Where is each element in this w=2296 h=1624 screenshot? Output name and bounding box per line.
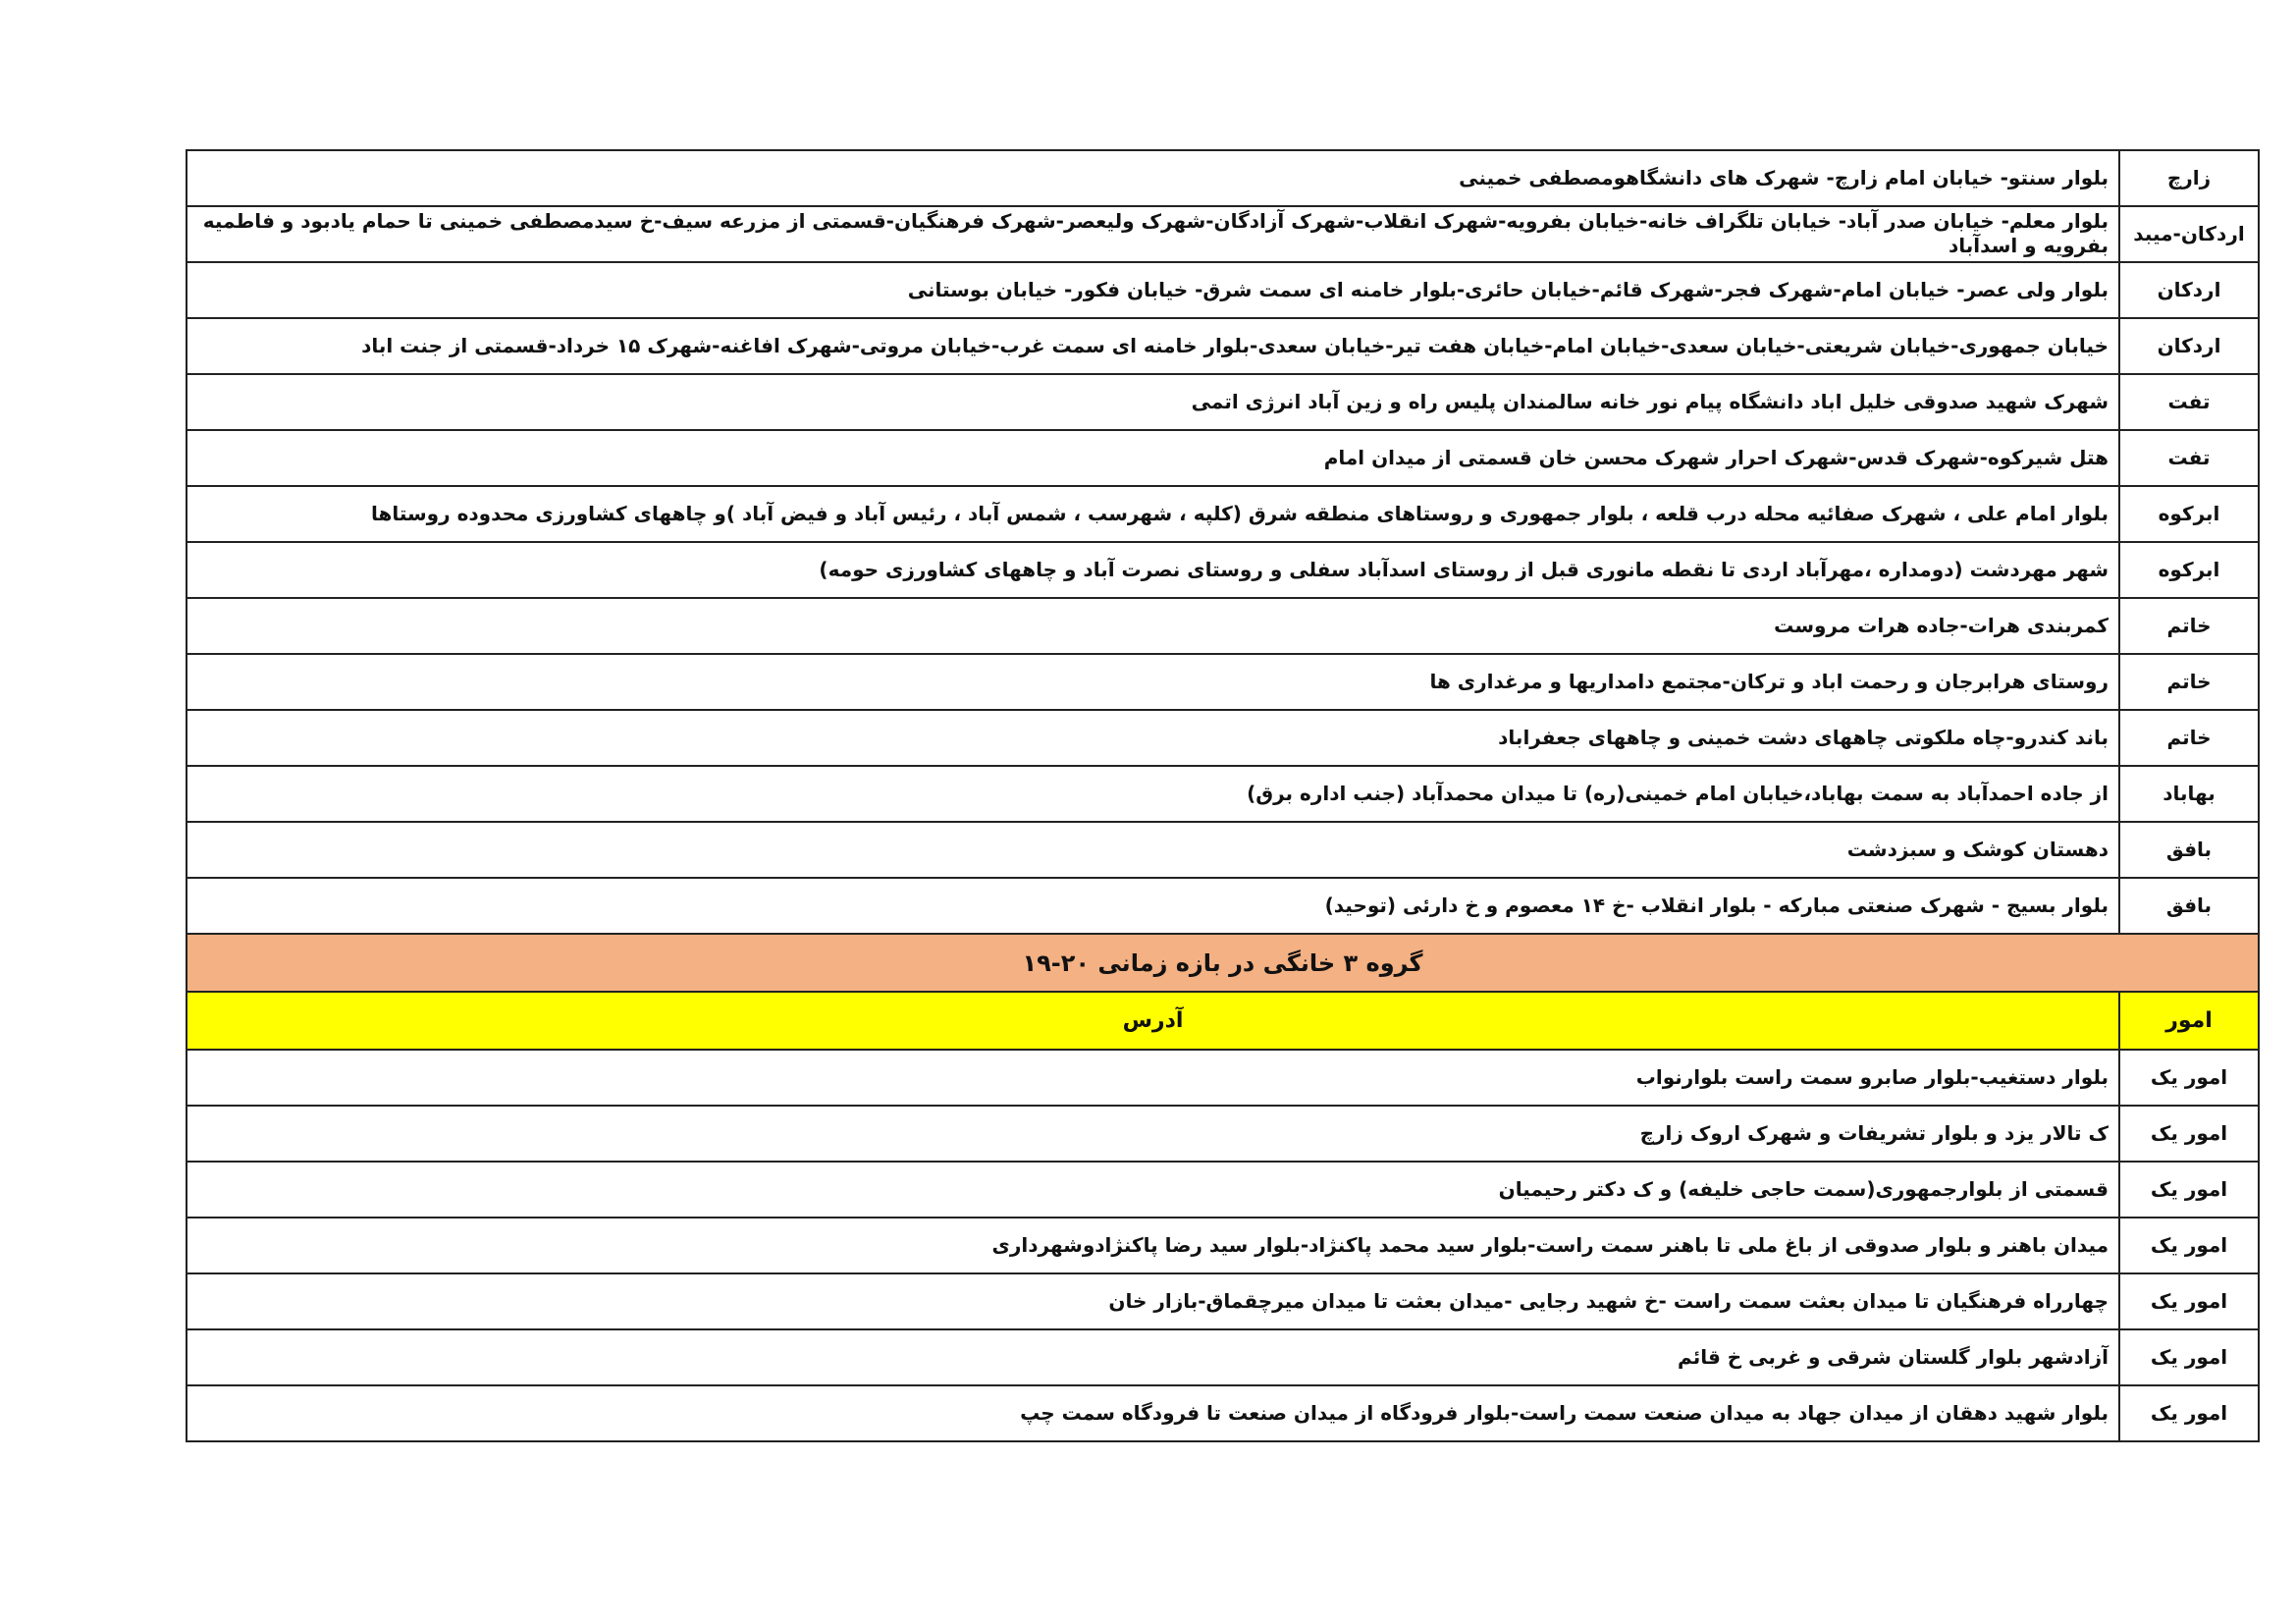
address-cell: ک تالار یزد و بلوار تشریفات و شهرک اروک زارچ <box>187 1106 2119 1162</box>
column-header-address: آدرس <box>187 992 2119 1050</box>
group-title-row <box>187 934 2259 992</box>
area-cell: امور یک <box>2119 1106 2259 1162</box>
area-cell: خاتم <box>2119 654 2259 710</box>
address-cell: کمربندی هرات-جاده هرات مروست <box>187 598 2119 654</box>
column-header-area: امور <box>2119 992 2259 1050</box>
table-row <box>187 822 2259 878</box>
area-cell: بهاباد <box>2119 766 2259 822</box>
area-cell: بافق <box>2119 822 2259 878</box>
address-cell: روستای هرابرجان و رحمت اباد و ترکان-مجتمع دامداریها و مرغداری ها <box>187 654 2119 710</box>
area-cell: امور یک <box>2119 1273 2259 1329</box>
area-cell: اردکان <box>2119 318 2259 374</box>
table-row <box>187 1162 2259 1218</box>
table-row <box>187 654 2259 710</box>
address-cell: از جاده احمدآباد به سمت بهاباد،خیابان امام خمینی(ره) تا میدان محمدآباد (جنب اداره برق) <box>187 766 2119 822</box>
address-cell: بلوار امام علی ، شهرک صفائیه محله درب قلعه ، بلوار جمهوری و روستاهای منطقه شرق (کلپه ، شهرسب ، شمس آباد ، رئیس آباد و فیض آباد )و چاههای کشاورزی محدوده روستاها <box>187 486 2119 542</box>
area-cell: خاتم <box>2119 598 2259 654</box>
table-row <box>187 878 2259 934</box>
area-cell: اردکان <box>2119 262 2259 318</box>
address-cell: شهرک شهید صدوقی خلیل اباد دانشگاه پیام نور خانه سالمندان پلیس راه و زین آباد انرژی اتمی <box>187 374 2119 430</box>
address-cell: خیابان جمهوری-خیابان شریعتی-خیابان سعدی-خیابان امام-خیابان هفت تیر-خیابان سعدی-بلوار خامنه ای سمت غرب-خیابان مروتی-شهرک افاغنه-شهرک ۱۵ خرداد-قسمتی از جنت اباد <box>187 318 2119 374</box>
table-row <box>187 262 2259 318</box>
table-row <box>187 710 2259 766</box>
address-cell: بلوار بسیج - شهرک صنعتی مبارکه - بلوار انقلاب -خ ۱۴ معصوم و خ دارئی (توحید) <box>187 878 2119 934</box>
area-cell: زارچ <box>2119 150 2259 206</box>
address-cell: چهارراه فرهنگیان تا میدان بعثت سمت راست -خ شهید رجایی -میدان بعثت تا میدان میرچقماق-بازار خان <box>187 1273 2119 1329</box>
address-cell: بلوار معلم- خیابان صدر آباد- خیابان تلگراف خانه-خیابان بفرویه-شهرک انقلاب-شهرک آزادگان-شهرک ولیعصر-شهرک فرهنگیان-قسمتی از مزرعه سیف-خ سیدمصطفی خمینی تا حمام یادبود و فاطمیه بفرویه و اسدآباد <box>187 206 2119 262</box>
table-row <box>187 318 2259 374</box>
table-row <box>187 766 2259 822</box>
table-row <box>187 150 2259 206</box>
table-row <box>187 486 2259 542</box>
area-cell: خاتم <box>2119 710 2259 766</box>
area-cell: امور یک <box>2119 1218 2259 1273</box>
address-cell: میدان باهنر و بلوار صدوقی از باغ ملی تا باهنر سمت راست-بلوار سید محمد پاکنژاد-بلوار سید رضا پاکنژادوشهرداری <box>187 1218 2119 1273</box>
table-row <box>187 1106 2259 1162</box>
address-cell: شهر مهردشت (دومداره ،مهرآباد اردی تا نقطه مانوری قبل از روستای اسدآباد سفلی و روستای نصرت آباد و چاههای کشاورزی حومه) <box>187 542 2119 598</box>
header-row <box>187 992 2259 1050</box>
table-row <box>187 598 2259 654</box>
outage-schedule-sheet <box>186 149 2260 1442</box>
table-row <box>187 1218 2259 1273</box>
address-cell: بلوار شهید دهقان از میدان جهاد به میدان صنعت سمت راست-بلوار فرودگاه از میدان صنعت تا فرودگاه سمت چپ <box>187 1385 2119 1441</box>
area-cell: ابرکوه <box>2119 542 2259 598</box>
table-row <box>187 1385 2259 1441</box>
area-cell: تفت <box>2119 430 2259 486</box>
area-cell: ابرکوه <box>2119 486 2259 542</box>
table-row <box>187 542 2259 598</box>
area-cell: امور یک <box>2119 1050 2259 1106</box>
address-cell: هتل شیرکوه-شهرک قدس-شهرک احرار شهرک محسن خان قسمتی از میدان امام <box>187 430 2119 486</box>
area-cell: امور یک <box>2119 1329 2259 1385</box>
address-cell: باند کندرو-چاه ملکوتی چاههای دشت خمینی و چاههای جعفراباد <box>187 710 2119 766</box>
area-cell: امور یک <box>2119 1385 2259 1441</box>
area-cell: اردکان-میبد <box>2119 206 2259 262</box>
address-cell: آزادشهر بلوار گلستان شرقی و غربی خ قائم <box>187 1329 2119 1385</box>
address-cell: قسمتی از بلوارجمهوری(سمت حاجی خلیفه) و ک دکتر رحیمیان <box>187 1162 2119 1218</box>
group-title: گروه ۳ خانگی در بازه زمانی ۲۰-۱۹ <box>187 934 2259 992</box>
area-cell: امور یک <box>2119 1162 2259 1218</box>
address-cell: دهستان کوشک و سبزدشت <box>187 822 2119 878</box>
outage-table <box>186 149 2260 1442</box>
table-row <box>187 374 2259 430</box>
table-row <box>187 1050 2259 1106</box>
table-row <box>187 1273 2259 1329</box>
area-cell: تفت <box>2119 374 2259 430</box>
table-row <box>187 206 2259 262</box>
table-row <box>187 1329 2259 1385</box>
address-cell: بلوار ولی عصر- خیابان امام-شهرک فجر-شهرک قائم-خیابان حائری-بلوار خامنه ای سمت شرق- خیابان فکور- خیابان بوستانی <box>187 262 2119 318</box>
area-cell: بافق <box>2119 878 2259 934</box>
address-cell: بلوار دستغیب-بلوار صابرو سمت راست بلوارنواب <box>187 1050 2119 1106</box>
table-row <box>187 430 2259 486</box>
address-cell: بلوار سنتو- خیابان امام زارچ- شهرک های دانشگاهومصطفی خمینی <box>187 150 2119 206</box>
